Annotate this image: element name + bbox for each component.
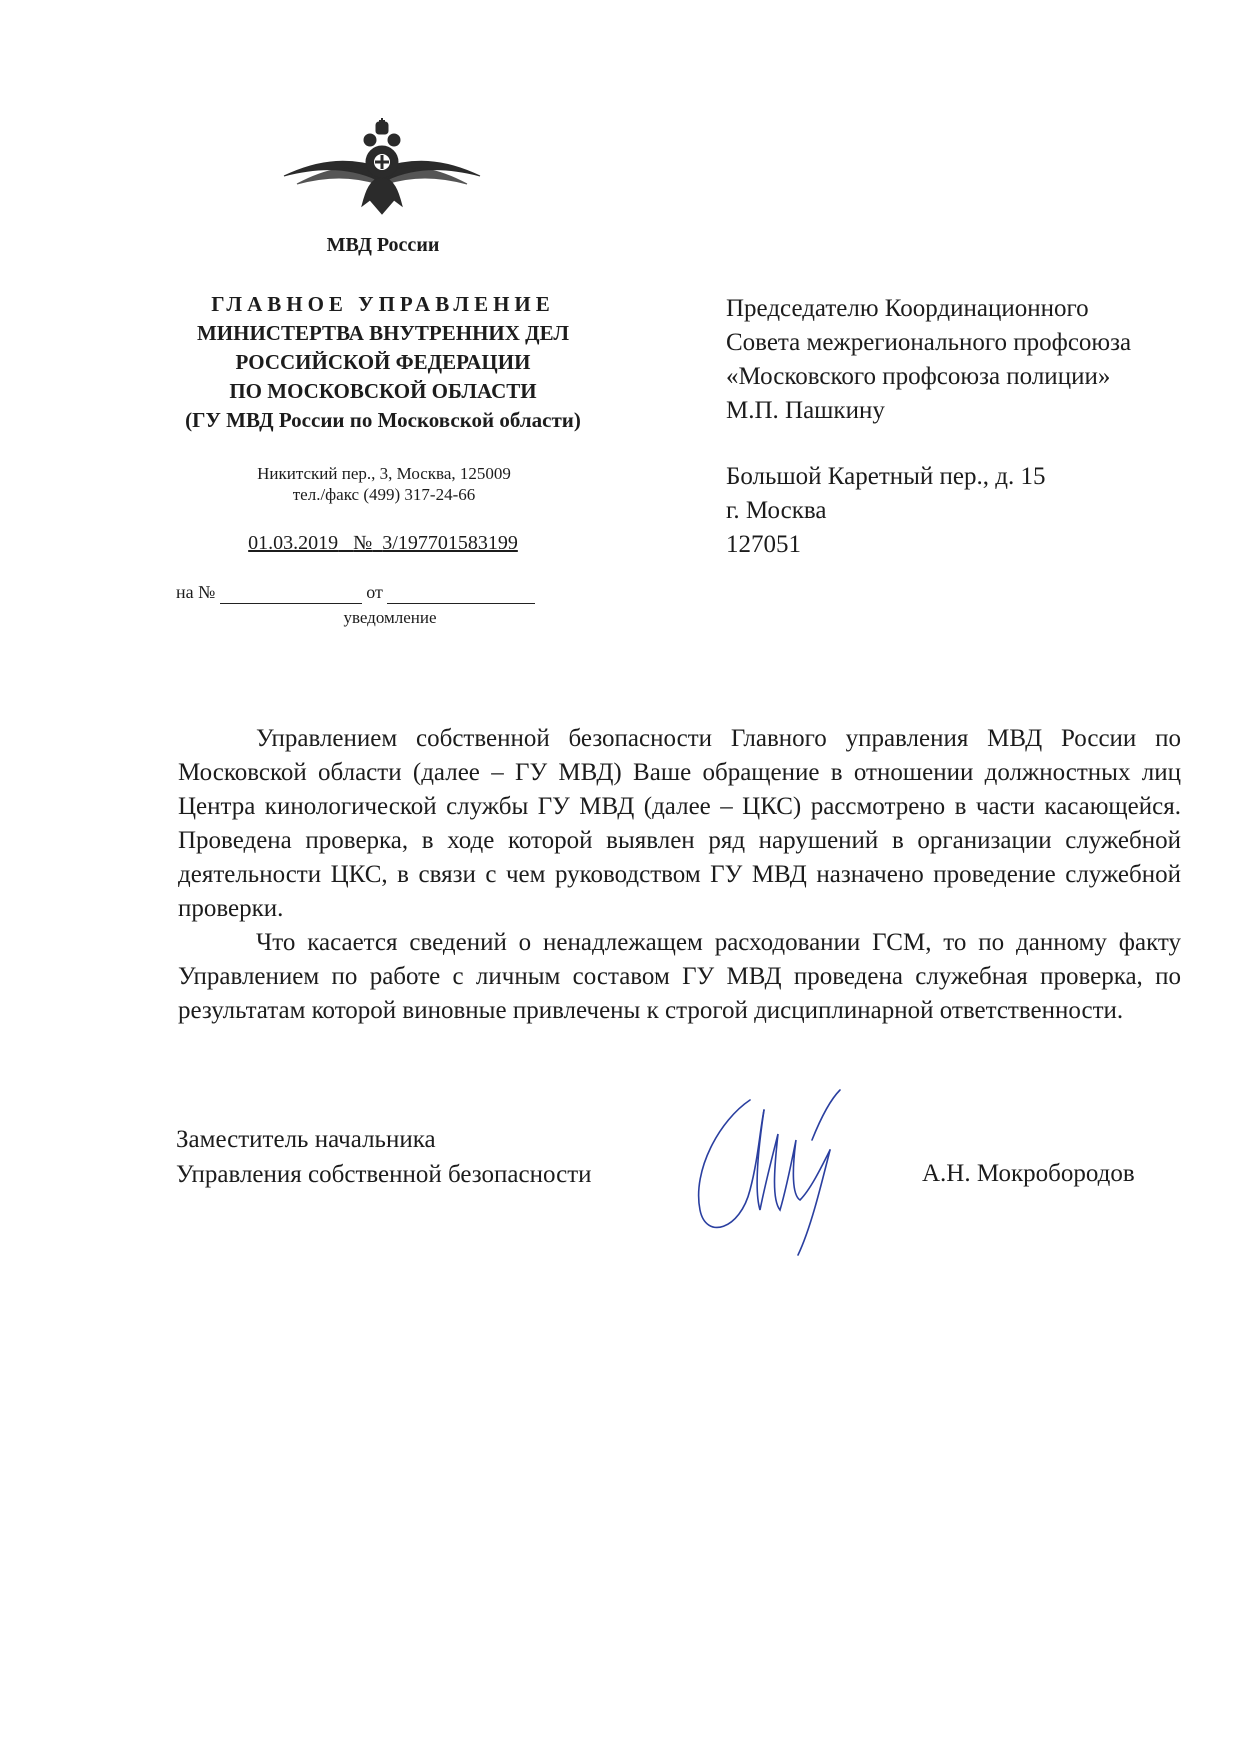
signer-name: А.Н. Мокробородов xyxy=(922,1160,1135,1187)
org-address-block xyxy=(190,463,578,505)
reply-number-blank xyxy=(220,582,362,604)
reply-date-blank xyxy=(387,582,535,604)
org-phone: тел./факс (499) 317-24-66 xyxy=(292,485,476,504)
registration-line xyxy=(150,532,616,555)
org-address: Никитский пер., 3, Москва, 125009 xyxy=(257,464,511,483)
handwritten-signature xyxy=(680,1080,860,1260)
recipient-address xyxy=(726,460,1206,562)
recipient-address-line: г. Москва xyxy=(726,497,827,524)
reply-reference xyxy=(176,582,596,604)
recipient-line: М.П. Пашкину xyxy=(726,397,885,424)
recipient-line: «Московского профсоюза полиции» xyxy=(726,363,1111,390)
recipient-block xyxy=(726,292,1206,428)
recipient-address-line: Большой Каретный пер., д. 15 xyxy=(726,463,1046,490)
org-line: РОССИЙСКОЙ ФЕДЕРАЦИИ xyxy=(235,350,531,374)
body-paragraph: Управлением собственной безопасности Главного управления МВД России по Московской области (далее – ГУ МВД) Ваше обращение в отношении должностных лиц Центра кинологической службы ГУ МВД (далее – ЦКС) рассмотрено в части касающейся. Проведена проверка, в ходе которой выявлен ряд нарушений в организации служебной деятельности ЦКС, в связи с чем руководством ГУ МВД назначено проведение служебной проверки. xyxy=(178,725,1181,922)
body-paragraph: Что касается сведений о ненадлежащем расходовании ГСМ, то по данному факту Управлением по работе с личным составом ГУ МВД проведена служебная проверка, по результатам которой виновные привлечены к строгой дисциплинарной ответственности. xyxy=(178,929,1181,1024)
org-line: МИНИСТЕРТВА ВНУТРЕННИХ ДЕЛ xyxy=(196,321,570,345)
reply-label: на № xyxy=(176,582,216,602)
org-line: ПО МОСКОВСКОЙ ОБЛАСТИ xyxy=(229,379,537,403)
recipient-line: Совета межрегионального профсоюза xyxy=(726,329,1132,356)
notice-label: уведомление xyxy=(343,608,437,627)
recipient-address-line: 127051 xyxy=(726,531,801,558)
org-line: ГЛАВНОЕ УПРАВЛЕНИЕ xyxy=(211,292,555,316)
recipient-line: Председателю Координационного xyxy=(726,295,1089,322)
org-line: (ГУ МВД России по Московской области) xyxy=(185,408,581,432)
organization-name xyxy=(150,290,616,435)
signer-title-line: Управления собственной безопасности xyxy=(176,1161,592,1188)
from-label: от xyxy=(366,582,383,602)
emblem-icon xyxy=(282,118,482,218)
ministry-short: МВД России xyxy=(326,234,440,256)
document-number: 3/197701583199 xyxy=(382,532,518,554)
signer-title xyxy=(176,1122,696,1192)
letter-body xyxy=(178,722,1181,1028)
signer-title-line: Заместитель начальника xyxy=(176,1126,436,1153)
number-label: № xyxy=(353,532,373,554)
document-date: 01.03.2019 xyxy=(248,532,339,554)
